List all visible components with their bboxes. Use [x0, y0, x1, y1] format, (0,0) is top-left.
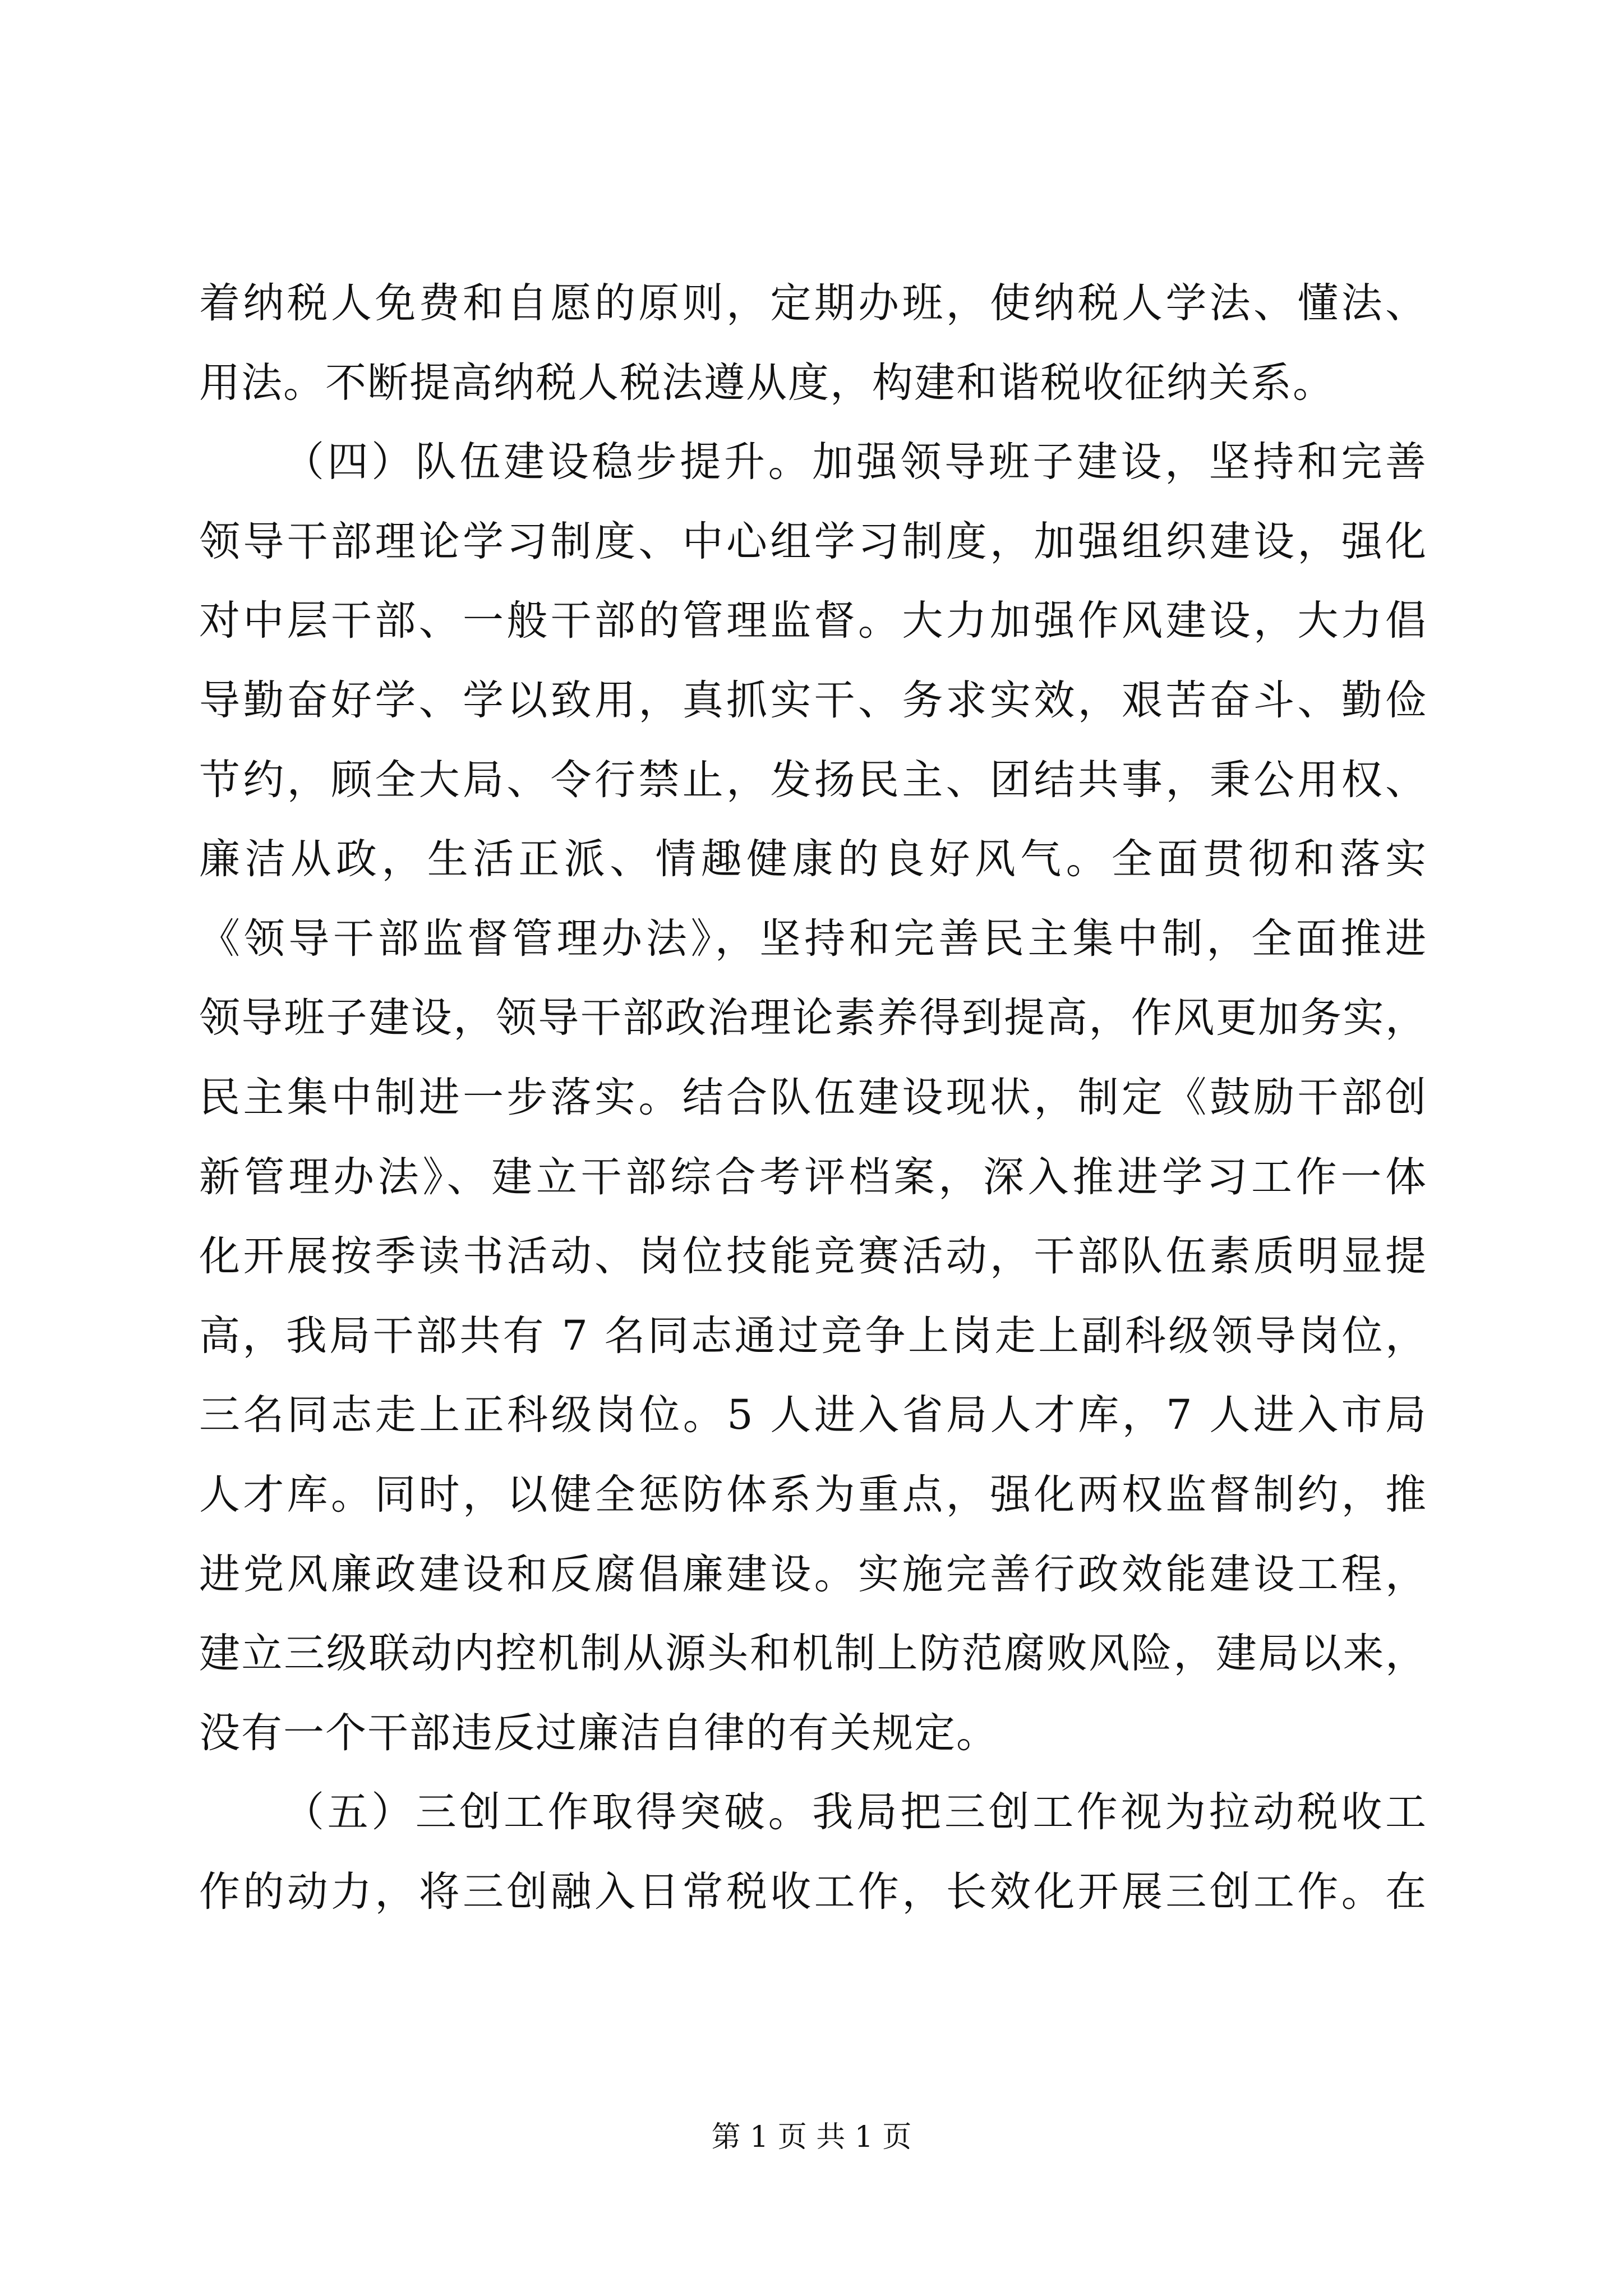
text-line: 高，我局干部共有 7 名同志通过竞争上岗走上副科级领导岗位，: [199, 1312, 1427, 1360]
text-line: 领导班子建设，领导干部政治理论素养得到提高，作风更加务实，: [199, 994, 1427, 1042]
text-line: 三名同志走上正科级岗位。5 人进入省局人才库，7 人进入市局: [199, 1391, 1427, 1439]
text-line: 着纳税人免费和自愿的原则，定期办班，使纳税人学法、懂法、: [199, 279, 1427, 327]
text-line: 作的动力，将三创融入日常税收工作，长效化开展三创工作。在: [199, 1867, 1427, 1916]
page-number-footer: 第 1 页 共 1 页: [711, 2120, 912, 2154]
text-line: 化开展按季读书活动、岗位技能竞赛活动，干部队伍素质明显提: [199, 1232, 1427, 1281]
text-line: 人才库。同时，以健全惩防体系为重点，强化两权监督制约，推: [199, 1470, 1427, 1519]
text-line: 对中层干部、一般干部的管理监督。大力加强作风建设，大力倡: [199, 597, 1427, 645]
text-line: 节约，顾全大局、令行禁止，发扬民主、团结共事，秉公用权、: [199, 756, 1427, 804]
text-line: 新管理办法》、建立干部综合考评档案，深入推进学习工作一体: [199, 1153, 1427, 1201]
text-line: 建立三级联动内控机制从源头和机制上防范腐败风险，建局以来，: [199, 1630, 1427, 1678]
section-heading-line: （五）三创工作取得突破。我局把三创工作视为拉动税收工: [283, 1788, 1427, 1837]
text-line: 用法。不断提高纳税人税法遵从度，构建和谐税收征纳关系。: [199, 358, 1335, 407]
text-line: 廉洁从政，生活正派、情趣健康的良好风气。全面贯彻和落实: [199, 835, 1427, 884]
text-line: 民主集中制进一步落实。结合队伍建设现状，制定《鼓励干部创: [199, 1073, 1427, 1121]
text-line: 进党风廉政建设和反腐倡廉建设。实施完善行政效能建设工程，: [199, 1550, 1427, 1598]
section-heading-line: （四）队伍建设稳步提升。加强领导班子建设，坚持和完善: [283, 438, 1427, 486]
text-line: 没有一个干部违反过廉洁自律的有关规定。: [199, 1709, 998, 1757]
text-line: 导勤奋好学、学以致用，真抓实干、务求实效，艰苦奋斗、勤俭: [199, 676, 1427, 724]
text-line: 《领导干部监督管理办法》，坚持和完善民主集中制，全面推进: [199, 914, 1427, 963]
text-line: 领导干部理论学习制度、中心组学习制度，加强组织建设，强化: [199, 517, 1427, 565]
document-body: [199, 264, 1427, 1931]
